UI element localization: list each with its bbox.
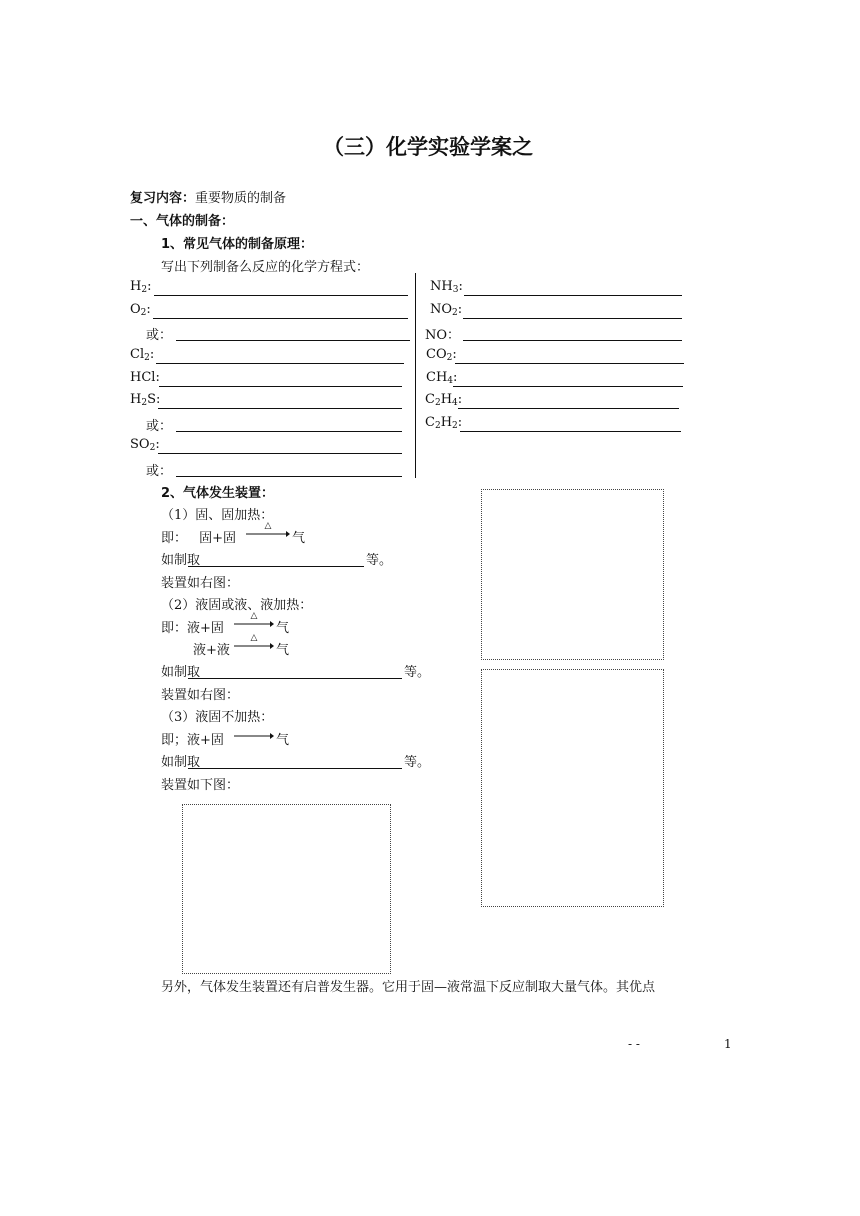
part2-eq2-left: 液+液	[193, 643, 230, 658]
part1-equation	[161, 527, 236, 546]
part3-device-note: 装置如下图：	[161, 778, 240, 793]
equation-label-hcl: HCl:	[130, 370, 160, 385]
answer-blank	[188, 566, 364, 567]
equation-blank-h2s	[158, 408, 402, 409]
gas-label: 气	[276, 621, 290, 636]
gas-label: 气	[276, 733, 290, 748]
review-line	[130, 187, 286, 206]
subsection-heading-1: 1、常见气体的制备原理：	[161, 237, 314, 252]
gas-label: 气	[276, 643, 290, 658]
equation-blank-no	[463, 340, 682, 341]
footer-dashes: - -	[628, 1037, 640, 1051]
equation-blank-no2	[463, 318, 682, 319]
part3-equation	[161, 729, 224, 748]
equation-blank-or2	[176, 431, 402, 432]
subsection-heading-2: 2、气体发生装置：	[161, 486, 275, 501]
equation-blank-c2h4	[458, 408, 679, 409]
equation-blank-ch4	[453, 386, 683, 387]
part2-device-note: 装置如右图：	[161, 688, 240, 703]
part2-title: （2）液固或液、液加热：	[161, 598, 313, 613]
part2-make-prefix: 如制取	[161, 665, 201, 680]
equation-label-h2: $H_2$:	[130, 279, 152, 295]
answer-blank	[188, 768, 402, 769]
heat-symbol: △	[250, 611, 258, 621]
answer-blank	[188, 678, 402, 679]
equation-label-no: NO：	[425, 328, 461, 343]
page-number: 1	[724, 1037, 732, 1051]
part1-device-note: 装置如右图：	[161, 576, 240, 591]
part1-eq-prefix: 即：	[161, 531, 188, 546]
equation-label-nh3: $NH_3$:	[430, 279, 463, 295]
equation-label-h2s: $H_2S$:	[130, 392, 161, 408]
equation-blank-hcl	[159, 386, 402, 387]
equation-label-or3: 或：	[146, 464, 173, 479]
part3-title: （3）液固不加热：	[161, 710, 274, 725]
column-divider	[415, 273, 416, 478]
equation-label-cl2: $Cl_2$:	[130, 347, 155, 363]
reaction-arrow-icon	[246, 529, 290, 539]
equation-label-so2: $SO_2$:	[130, 437, 160, 453]
part1-title: （1）固、固加热：	[161, 508, 274, 523]
apparatus-box-2	[481, 669, 664, 907]
equation-label-o2: $O_2$:	[130, 302, 151, 318]
equation-label-no2: $NO_2$:	[430, 302, 463, 318]
reaction-arrow-icon	[234, 641, 274, 651]
part2-equation-1	[161, 617, 224, 636]
equation-blank-nh3	[464, 295, 682, 296]
part2-eq1-left: 液+固	[187, 621, 224, 636]
part3-make-prefix: 如制取	[161, 755, 201, 770]
part3-eq-prefix: 即；	[161, 733, 188, 748]
reaction-arrow-icon	[234, 731, 274, 741]
equation-blank-or3	[176, 476, 402, 477]
equation-blank-or1	[176, 340, 410, 341]
heat-symbol: △	[250, 633, 258, 643]
instruction-text: 写出下列制备么反应的化学方程式：	[161, 260, 370, 275]
equation-label-ch4: $CH_4$:	[426, 370, 458, 386]
section-heading: 一、气体的制备：	[130, 214, 235, 229]
equation-label-or2: 或：	[146, 419, 173, 434]
equation-label-co2: $CO_2$:	[426, 347, 457, 363]
equation-label-or1: 或：	[146, 328, 173, 343]
closing-paragraph: 另外，气体发生装置还有启普发生器。它用于固—液常温下反应制取大量气体。其优点	[161, 980, 656, 995]
equation-label-c2h4: $C_2H_4$:	[425, 392, 463, 408]
part3-eq-left: 液+固	[187, 733, 224, 748]
gas-label: 气	[292, 531, 306, 546]
apparatus-box-3	[182, 804, 391, 974]
part1-eq-left: 固+固	[199, 531, 237, 546]
reaction-arrow-icon	[234, 619, 274, 629]
equation-blank-so2	[158, 453, 402, 454]
apparatus-box-1	[481, 489, 664, 660]
equation-blank-cl2	[156, 363, 404, 364]
equation-blank-h2	[154, 295, 408, 296]
review-label: 复习内容：	[130, 191, 196, 206]
equation-blank-co2	[455, 363, 684, 364]
part2-eq1-prefix: 即：	[161, 621, 188, 636]
part1-make-prefix: 如制取	[161, 553, 201, 568]
equation-blank-o2	[153, 318, 408, 319]
page-title: （三）化学实验学案之	[323, 135, 533, 159]
equation-blank-c2h2	[460, 431, 681, 432]
part1-make-suffix: 等。	[366, 553, 393, 568]
review-text: 重要物质的制备	[195, 191, 287, 206]
part3-make-suffix: 等。	[404, 755, 431, 770]
part2-make-suffix: 等。	[404, 665, 431, 680]
heat-symbol: △	[264, 521, 272, 531]
equation-label-c2h2: $C_2H_2$:	[425, 415, 463, 431]
